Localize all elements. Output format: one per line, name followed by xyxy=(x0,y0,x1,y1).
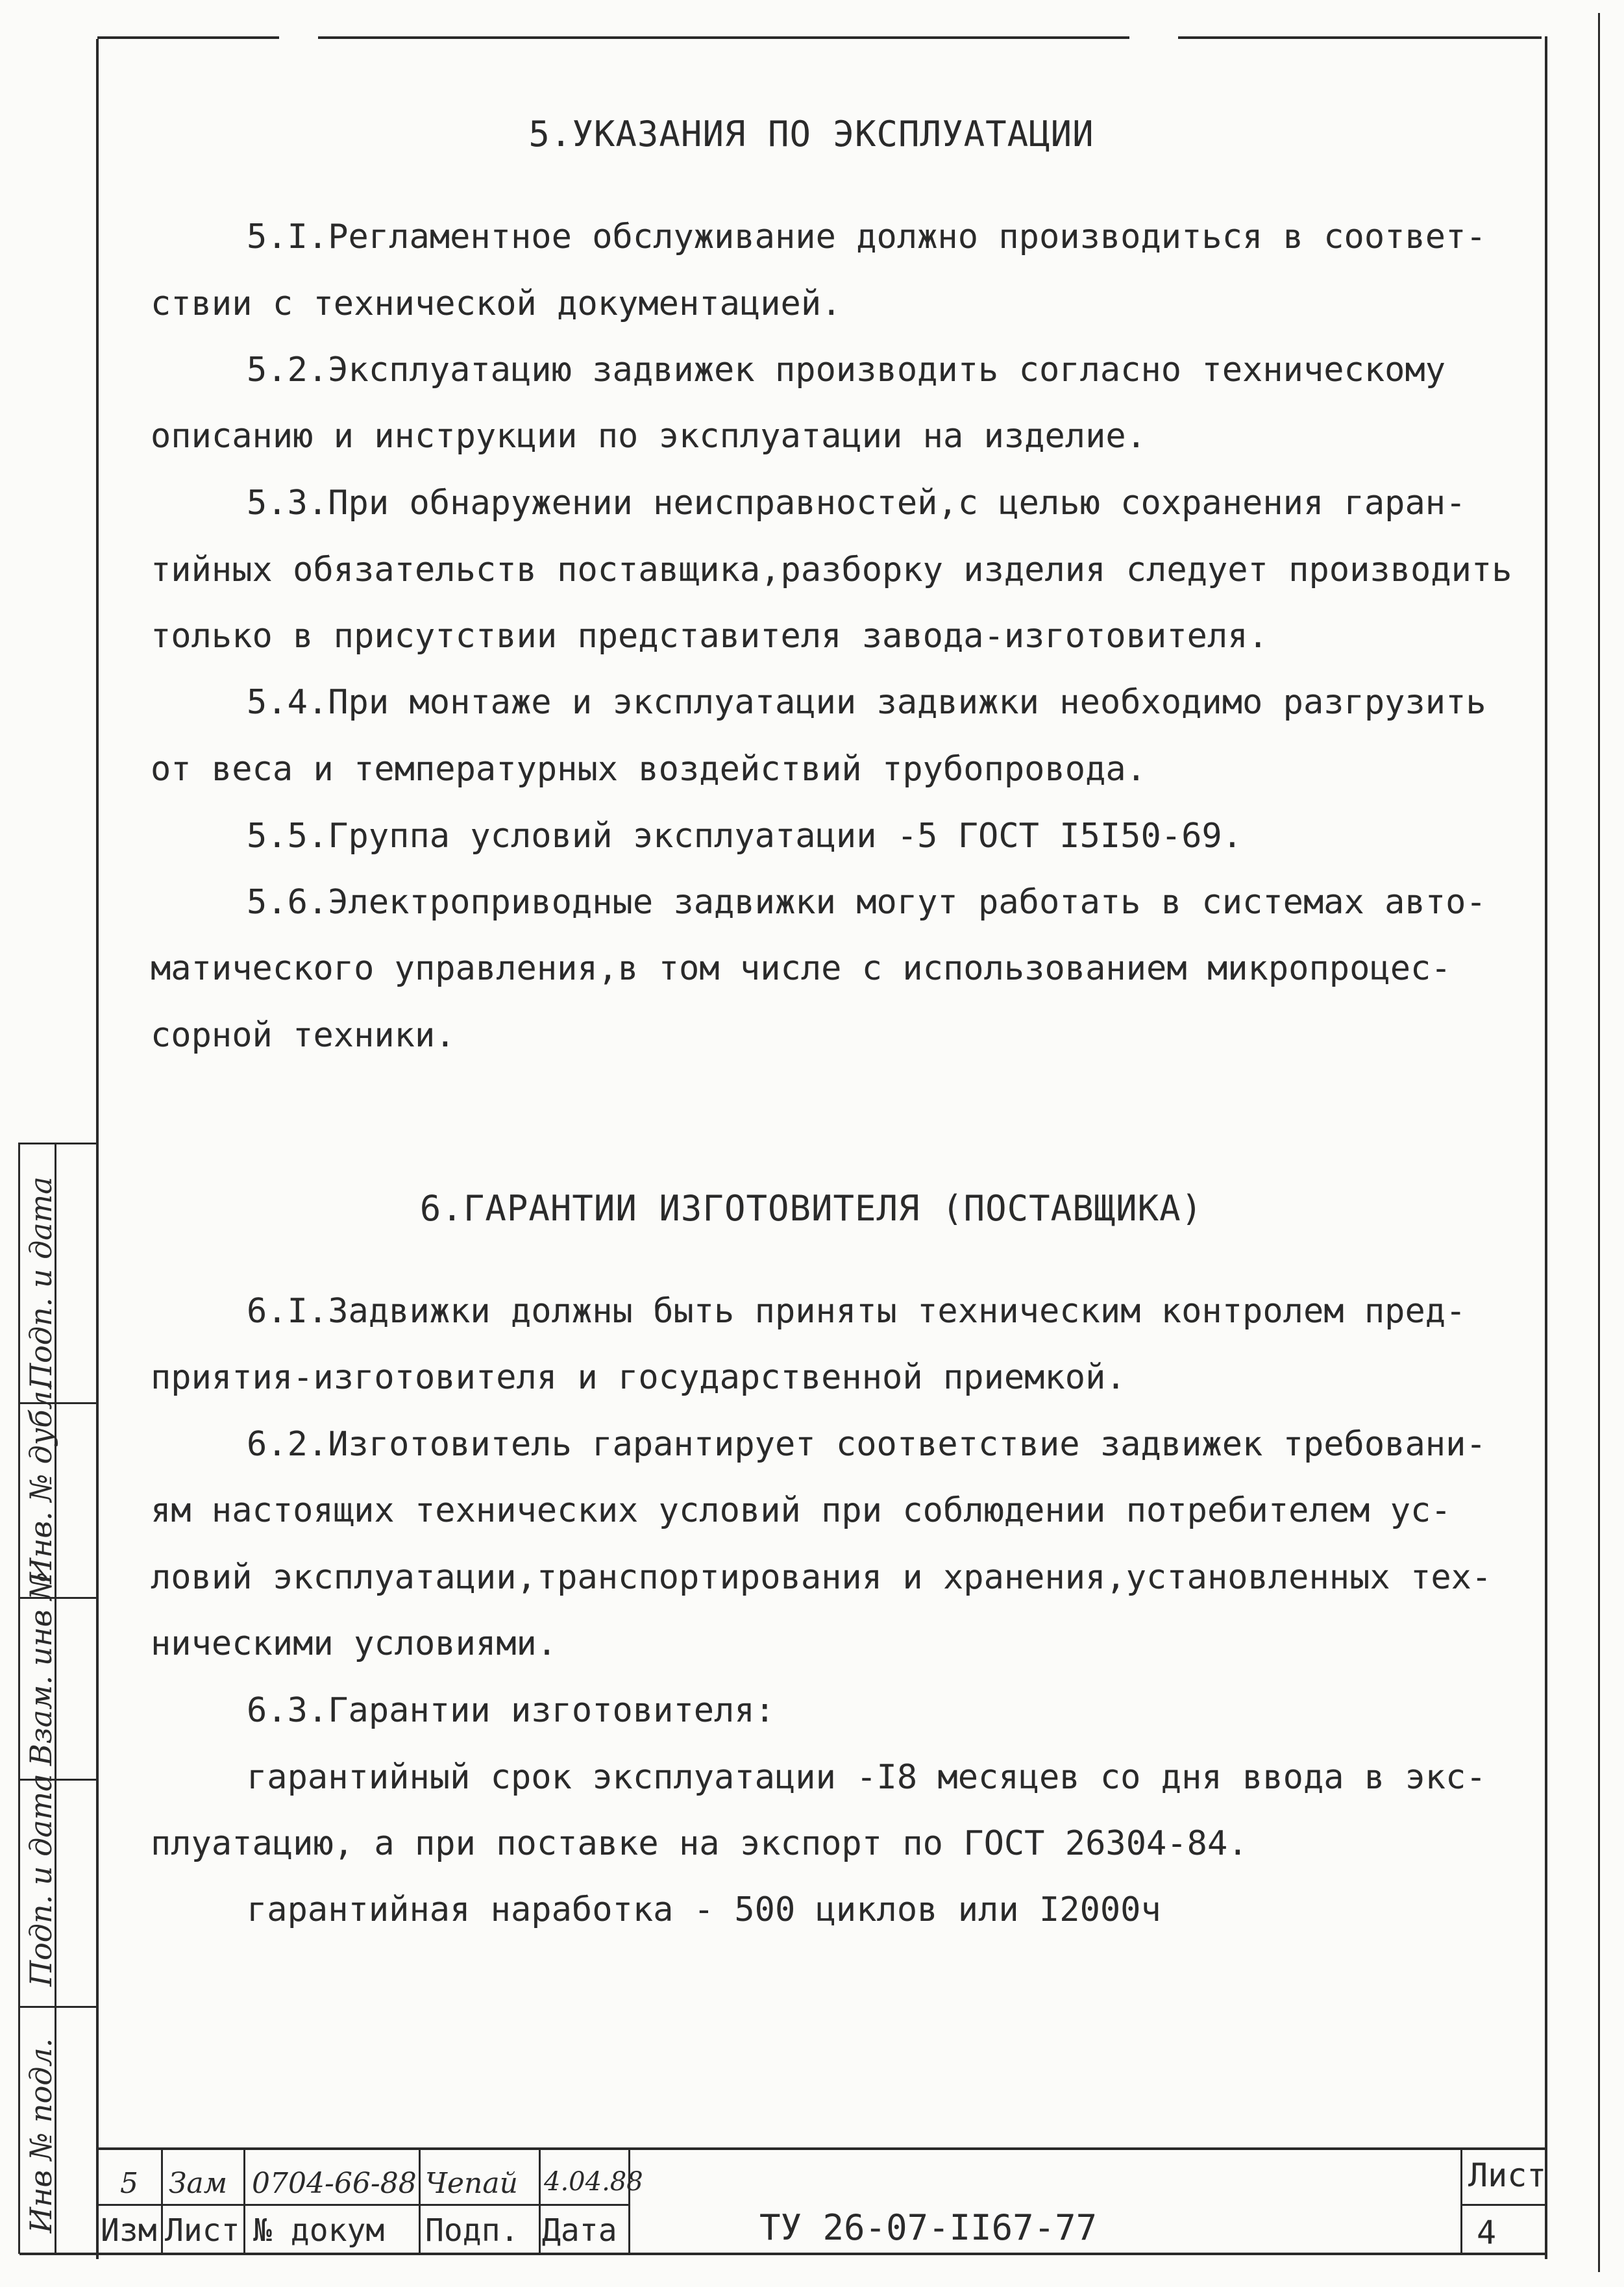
side-label-inv-podl: Инв № подл. xyxy=(23,2038,58,2233)
paragraph-6-2-line-2: ям настоящих технических условий при соблюдении потребителем ус- xyxy=(151,1491,1451,1530)
paragraph-5-4-line-2: от веса и температурных воздействий трубопровода. xyxy=(151,750,1147,789)
side-stamp-divider-5 xyxy=(18,2006,97,2008)
frame-top-segment-1 xyxy=(97,36,279,39)
stamp-col-1 xyxy=(161,2147,163,2254)
paragraph-6-4-line-1: гарантийный срок эксплуатации -I8 месяцев со дня ввода в экс- xyxy=(247,1758,1486,1797)
side-label-podp-data-1: Подп. и дата xyxy=(23,1774,58,1986)
side-stamp-left-border xyxy=(18,1143,20,2254)
stamp-header-doc: № докум xyxy=(253,2212,385,2249)
section-6-title: 6.ГАРАНТИИ ИЗГОТОВИТЕЛЯ (ПОСТАВЩИКА) xyxy=(419,1188,1203,1229)
stamp-header-list: Лист xyxy=(165,2212,240,2249)
stamp-row-divider xyxy=(97,2204,630,2206)
sheet-label: Лист xyxy=(1468,2157,1547,2194)
paragraph-5-2-line-2: описанию и инструкции по эксплуатации на изделие. xyxy=(151,417,1147,456)
paragraph-5-6-line-2: матического управления,в том числе с использованием микропроцес- xyxy=(151,949,1451,988)
paragraph-5-6-line-1: 5.6.Электроприводные задвижки могут работать в системах авто- xyxy=(247,883,1486,922)
stamp-rev-sign: Чепай xyxy=(425,2167,518,2200)
frame-top-segment-3 xyxy=(1178,36,1542,39)
stamp-rev-doc: 0704-66-88 xyxy=(252,2167,417,2200)
stamp-top-border xyxy=(97,2147,1547,2150)
frame-left-border xyxy=(96,39,99,2259)
paragraph-5-3-line-3: только в присутствии представителя завода-изготовителя. xyxy=(151,617,1268,656)
paragraph-5-6-line-3: сорной техники. xyxy=(151,1016,456,1055)
sheet-number: 4 xyxy=(1477,2214,1497,2251)
stamp-col-6 xyxy=(1460,2147,1462,2254)
stamp-header-data: Дата xyxy=(542,2212,617,2249)
side-label-podp-data-2: Подп. и дата xyxy=(23,1176,58,1389)
paragraph-5-4-line-1: 5.4.При монтаже и эксплуатации задвижки необходимо разгрузить xyxy=(247,683,1486,722)
stamp-row-divider-right xyxy=(1460,2204,1547,2206)
stamp-col-5 xyxy=(628,2147,630,2254)
paragraph-6-2-line-1: 6.2.Изготовитель гарантирует соответствие задвижек требовани- xyxy=(247,1425,1486,1464)
paragraph-6-1-line-1: 6.I.Задвижки должны быть приняты техническим контролем пред- xyxy=(247,1292,1466,1331)
paragraph-5-3-line-1: 5.3.При обнаружении неисправностей,с целью сохранения гаран- xyxy=(247,484,1466,523)
paragraph-5-1-line-1: 5.I.Регламентное обслуживание должно производиться в соответ- xyxy=(247,217,1486,256)
stamp-col-4 xyxy=(539,2147,541,2254)
frame-bottom-border xyxy=(19,2253,1547,2255)
paragraph-6-3: 6.3.Гарантии изготовителя: xyxy=(247,1691,775,1730)
stamp-header-izm: Изм xyxy=(101,2212,157,2249)
stamp-rev-date: 4.04.88 xyxy=(544,2167,643,2197)
paragraph-5-5: 5.5.Группа условий эксплуатации -5 ГОСТ I5I50-69. xyxy=(247,817,1243,856)
frame-top-segment-2 xyxy=(318,36,1129,39)
side-label-inv-dubl: Инв. № дубл. xyxy=(23,1381,58,1584)
document-designation: ТУ 26-07-II67-77 xyxy=(759,2207,1098,2248)
stamp-col-3 xyxy=(419,2147,421,2254)
paragraph-5-3-line-2: тийных обязательств поставщика,разборку изделия следует производить xyxy=(151,550,1512,589)
paragraph-6-4-line-2: плуатацию, а при поставке на экспорт по ГОСТ 26304-84. xyxy=(151,1824,1248,1863)
paragraph-6-2-line-4: ническими условиями. xyxy=(151,1624,558,1663)
paragraph-6-5: гарантийная наработка - 500 циклов или I2000ч xyxy=(247,1890,1161,1929)
paragraph-6-2-line-3: ловий эксплуатации,транспортирования и хранения,установленных тех- xyxy=(151,1558,1492,1597)
stamp-col-2 xyxy=(243,2147,245,2254)
paragraph-6-1-line-2: приятия-изготовителя и государственной приемкой. xyxy=(151,1358,1126,1397)
stamp-header-podp: Подп. xyxy=(425,2212,519,2249)
side-label-vzam-inv: Взам. инв № xyxy=(23,1572,58,1766)
stamp-rev-sheet: Зам xyxy=(169,2167,228,2200)
paragraph-5-2-line-1: 5.2.Эксплуатацию задвижек производить согласно техническому xyxy=(247,351,1446,389)
paragraph-5-1-line-2: ствии с технической документацией. xyxy=(151,284,842,323)
stamp-rev-num: 5 xyxy=(120,2167,138,2200)
section-5-title: 5.УКАЗАНИЯ ПО ЭКСПЛУАТАЦИИ xyxy=(528,114,1094,155)
side-stamp-divider-1 xyxy=(18,1143,97,1144)
